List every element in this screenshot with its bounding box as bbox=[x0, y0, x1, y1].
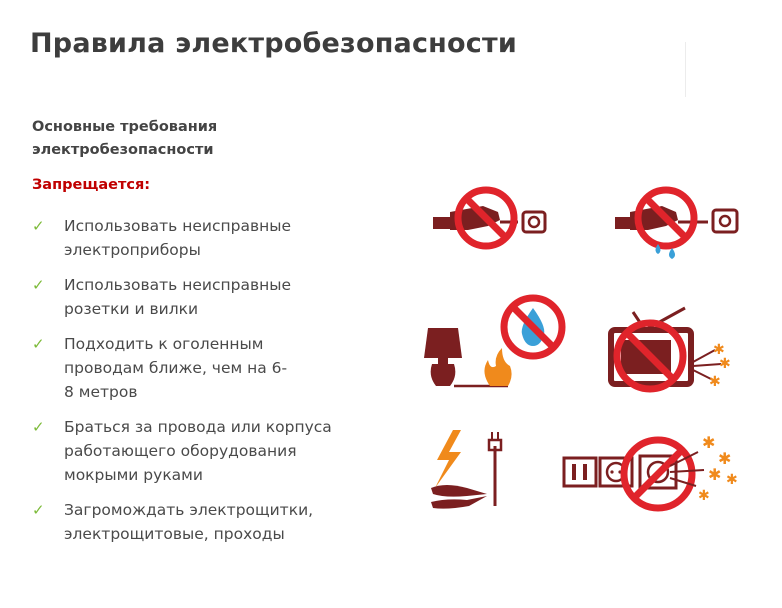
tv-prohibited-icon bbox=[605, 302, 745, 402]
page-title: Правила электробезопасности bbox=[30, 28, 517, 59]
svg-text:✱: ✱ bbox=[709, 374, 721, 390]
svg-text:✱: ✱ bbox=[708, 465, 722, 484]
icons-grid bbox=[400, 170, 760, 540]
checkmark-icon: ✓ bbox=[32, 501, 45, 519]
list-item bbox=[32, 273, 354, 321]
lightning-wire-pliers-icon bbox=[425, 426, 535, 516]
svg-text:✱: ✱ bbox=[726, 472, 738, 488]
list-item bbox=[32, 332, 354, 404]
decorative-line bbox=[685, 42, 686, 97]
lamp-fire-no-water-icon bbox=[418, 292, 568, 392]
rule-text: Подходить к оголенным проводам ближе, чем на 6-8 метров bbox=[64, 335, 288, 401]
checkmark-icon: ✓ bbox=[32, 217, 45, 235]
checkmark-icon: ✓ bbox=[32, 418, 45, 436]
rule-text: Использовать неисправные электроприборы bbox=[64, 217, 292, 259]
rule-text: Браться за провода или корпуса работающего оборудования мокрыми руками bbox=[64, 418, 332, 484]
svg-text:✱: ✱ bbox=[702, 433, 716, 452]
svg-text:✱: ✱ bbox=[713, 342, 725, 358]
list-item bbox=[32, 415, 354, 487]
section-subtitle: Основные требования электробезопасности bbox=[32, 119, 218, 158]
rule-text: Загромождать электрощитки, электрощитовые, проходы bbox=[64, 501, 314, 543]
hand-plug-prohibited-icon bbox=[428, 182, 558, 252]
svg-text:✱: ✱ bbox=[719, 356, 731, 372]
checkmark-icon: ✓ bbox=[32, 335, 45, 353]
forbidden-label: Запрещается: bbox=[32, 177, 151, 193]
svg-text:✱: ✱ bbox=[718, 449, 732, 468]
rules-list bbox=[32, 214, 354, 557]
rule-text: Использовать неисправные розетки и вилки bbox=[64, 276, 292, 318]
socket-sparks-prohibited-icon bbox=[558, 428, 748, 518]
svg-text:✱: ✱ bbox=[698, 488, 710, 504]
checkmark-icon: ✓ bbox=[32, 276, 45, 294]
list-item bbox=[32, 214, 354, 262]
list-item bbox=[32, 498, 354, 546]
wet-hand-plug-prohibited-icon bbox=[610, 182, 745, 262]
